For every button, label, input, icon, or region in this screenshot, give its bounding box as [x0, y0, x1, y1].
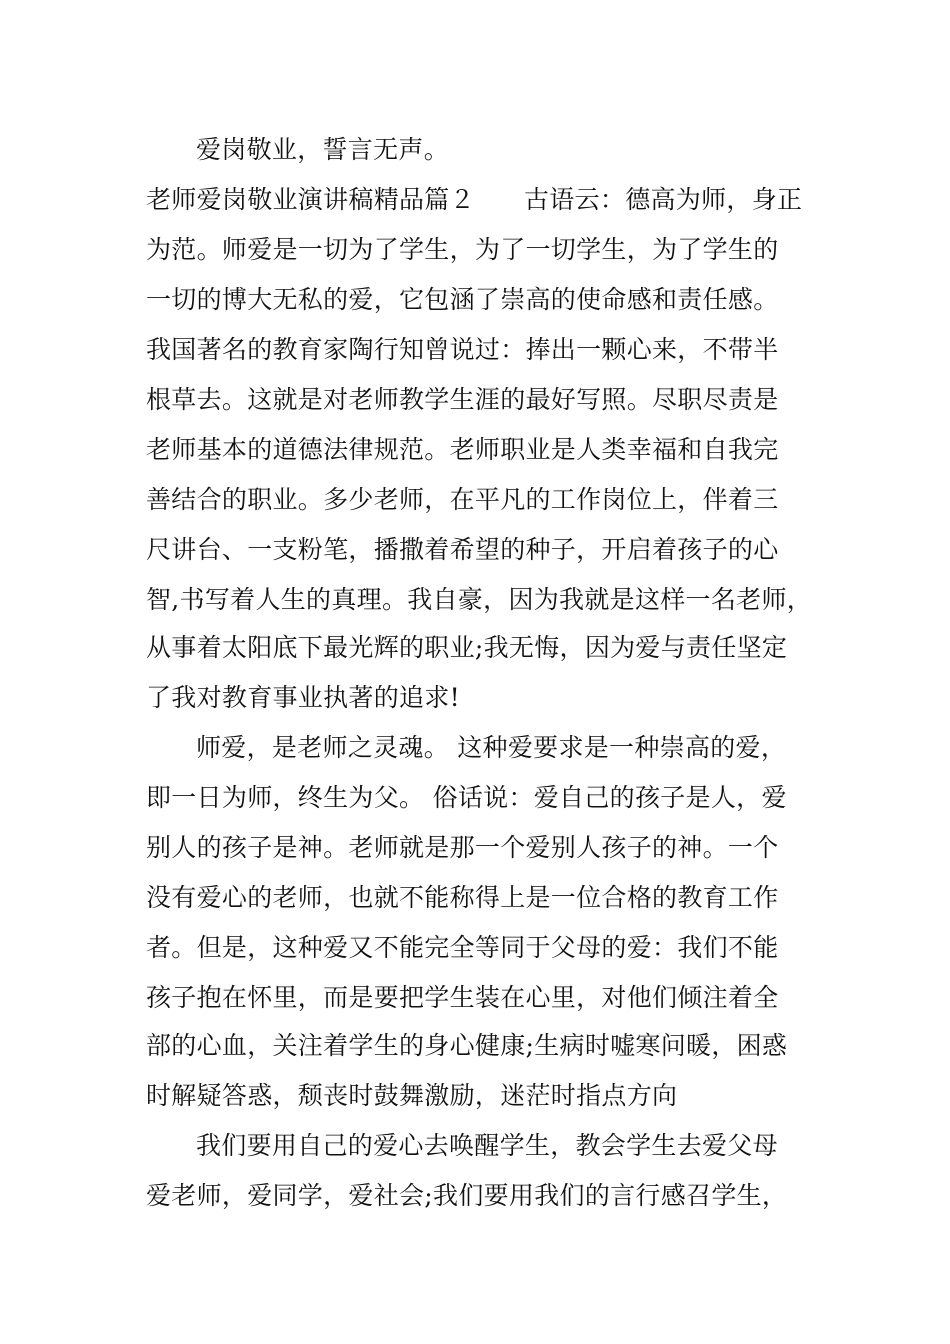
section-heading: 老师爱岗敬业演讲稿精品篇２ — [146, 185, 475, 214]
paragraph-line: 老师基本的道德法律规范。老师职业是人类幸福和自我完 — [146, 435, 779, 464]
paragraph-line: 时解疑答惑，颓丧时鼓舞激励，迷茫时指点方向 — [146, 1081, 678, 1110]
paragraph-line: 我国著名的教育家陶行知曾说过：捧出一颗心来，不带半 — [146, 335, 779, 364]
paragraph-line: 智,书写着人生的真理。我自豪，因为我就是这样一名老师， — [146, 585, 813, 614]
paragraph-line: 根草去。这就是对老师教学生涯的最好写照。尽职尽责是 — [146, 385, 779, 414]
paragraph-line: 爱老师，爱同学，爱社会;我们要用我们的言行感召学生， — [146, 1181, 788, 1210]
paragraph-line: 别人的孩子是神。老师就是那一个爱别人孩子的神。一个 — [146, 833, 779, 862]
paragraph-line: 从事着太阳底下最光辉的职业;我无悔，因为爱与责任坚定 — [146, 633, 788, 662]
paragraph-line: 者。但是，这种爱又不能完全等同于父母的爱：我们不能 — [146, 933, 779, 962]
paragraph-line: 即一日为师，终生为父。 俗话说：爱自己的孩子是人，爱 — [146, 783, 787, 812]
paragraph-line: 没有爱心的老师，也就不能称得上是一位合格的教育工作 — [146, 883, 779, 912]
paragraph-line: 孩子抱在怀里，而是要把学生装在心里，对他们倾注着全 — [146, 983, 779, 1012]
paragraph-line: 部的心血，关注着学生的身心健康;生病时嘘寒问暖，困惑 — [146, 1031, 788, 1060]
paragraph-line: 我们要用自己的爱心去唤醒学生，教会学生去爱父母 — [196, 1131, 778, 1160]
paragraph-text: 古语云：德高为师，身正 — [524, 185, 803, 214]
paragraph-line: 一切的博大无私的爱，它包涵了崇高的使命感和责任感。 — [146, 285, 779, 314]
paragraph-line: 尺讲台、一支粉笔，播撒着希望的种子，开启着孩子的心 — [146, 535, 779, 564]
paragraph-line: 为范。师爱是一切为了学生，为了一切学生，为了学生的 — [146, 235, 779, 264]
paragraph-line: 善结合的职业。多少老师，在平凡的工作岗位上，伴着三 — [146, 485, 779, 514]
paragraph-line: 了我对教育事业执著的追求! — [146, 683, 460, 712]
paragraph-line: 爱岗敬业，誓言无声。 — [196, 135, 450, 164]
paragraph-line — [146, 185, 846, 215]
paragraph-line: 师爱，是老师之灵魂。 这种爱要求是一种崇高的爱， — [196, 733, 787, 762]
